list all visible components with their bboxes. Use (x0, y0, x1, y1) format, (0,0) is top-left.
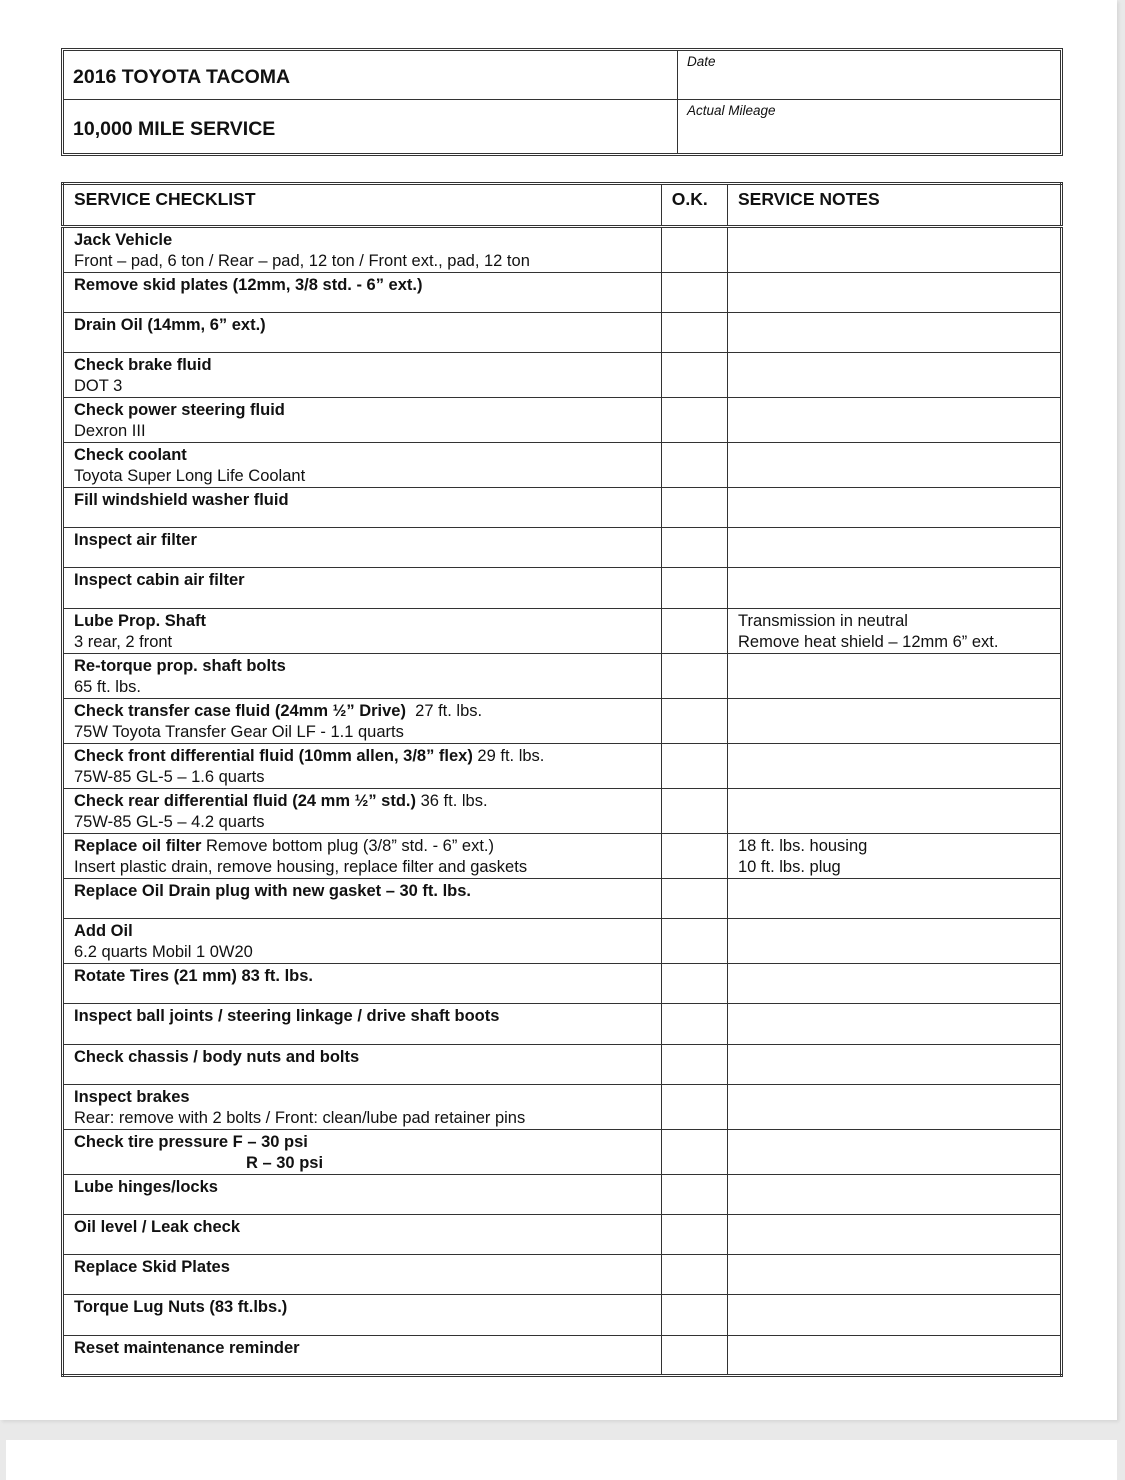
item-title-text: Fill windshield washer fluid (74, 491, 289, 509)
checklist-item-detail: 65 ft. lbs. (74, 678, 141, 696)
ok-checkbox-cell[interactable] (661, 654, 727, 699)
checklist-item-cell (63, 744, 662, 789)
table-row (63, 1045, 1062, 1085)
service-notes-cell[interactable] (727, 568, 1061, 609)
checklist-item-cell (63, 1255, 662, 1295)
service-notes-cell[interactable] (727, 1175, 1061, 1215)
checklist-item-title (74, 921, 651, 942)
item-title-text: Reset maintenance reminder (74, 1339, 300, 1357)
service-notes-cell[interactable] (727, 609, 1061, 654)
service-notes-cell[interactable] (727, 654, 1061, 699)
item-title-text: Rotate Tires (21 mm) 83 ft. lbs. (74, 967, 314, 985)
checklist-item-title (74, 1177, 651, 1198)
checklist-item-cell (63, 834, 662, 879)
checklist-item-title (74, 611, 651, 632)
table-row (63, 919, 1062, 964)
checklist-item-cell (63, 443, 662, 488)
item-title-text: Inspect ball joints / steering linkage / drive shaft boots (74, 1007, 500, 1025)
item-title-text: Inspect brakes (74, 1088, 190, 1106)
table-row (63, 568, 1062, 609)
item-title-text: Check tire pressure F – 30 psi (74, 1133, 308, 1151)
item-title-text: Check rear differential fluid (24 mm ½” std.) (74, 792, 417, 810)
table-row (63, 1004, 1062, 1045)
ok-checkbox-cell[interactable] (661, 1175, 727, 1215)
next-page-edge (6, 1440, 1117, 1480)
checklist-item-title (74, 1087, 651, 1108)
checklist-item-title (74, 490, 651, 511)
ok-checkbox-cell[interactable] (661, 568, 727, 609)
checklist-item-detail: Rear: remove with 2 bolts / Front: clean/lube pad retainer pins (74, 1109, 526, 1127)
table-row (63, 1215, 1062, 1255)
checklist-item-detail: 75W-85 GL-5 – 4.2 quarts (74, 813, 265, 831)
ok-checkbox-cell[interactable] (661, 488, 727, 528)
ok-checkbox-cell[interactable] (661, 398, 727, 443)
item-title-text: Drain Oil (14mm, 6” ext.) (74, 316, 266, 334)
item-title-text: Add Oil (74, 922, 133, 940)
item-title-text: Replace oil filter (74, 837, 202, 855)
item-title-text: Check coolant (74, 446, 187, 464)
table-row (63, 1295, 1062, 1336)
service-note-text: 18 ft. lbs. housing (737, 837, 868, 855)
checklist-item-detail: Dexron III (74, 422, 146, 440)
vehicle-title-cell (64, 51, 678, 100)
item-title-text: Check transfer case fluid (24mm ½” Drive) (74, 702, 406, 720)
checklist-item-cell (63, 609, 662, 654)
table-row (63, 744, 1062, 789)
table-row (63, 353, 1062, 398)
header-box (61, 48, 1063, 156)
table-row (63, 699, 1062, 744)
service-notes-cell[interactable] (727, 919, 1061, 964)
service-notes-cell[interactable] (727, 488, 1061, 528)
ok-checkbox-cell[interactable] (661, 789, 727, 834)
checklist-item-title (74, 1257, 651, 1278)
ok-checkbox-cell[interactable] (661, 879, 727, 919)
item-title-text: Check brake fluid (74, 356, 212, 374)
checklist-item-cell (63, 1175, 662, 1215)
ok-checkbox-cell[interactable] (661, 528, 727, 568)
item-title-text: Lube hinges/locks (74, 1178, 218, 1196)
checklist-item-title (74, 1047, 651, 1068)
checklist-item-title (74, 530, 651, 551)
checklist-item-title-line2: R – 30 psi (246, 1154, 324, 1172)
checklist-item-detail: Front – pad, 6 ton / Rear – pad, 12 ton / Front ext., pad, 12 ton (74, 252, 530, 270)
checklist-item-title (74, 1217, 651, 1238)
service-notes-cell[interactable] (727, 1004, 1061, 1045)
service-title-cell (64, 100, 678, 153)
ok-checkbox-cell[interactable] (661, 1336, 727, 1376)
table-row (63, 273, 1062, 313)
service-notes-cell[interactable] (727, 1085, 1061, 1130)
table-row (63, 443, 1062, 488)
checklist-item-cell (63, 227, 662, 273)
service-notes-cell[interactable] (727, 1215, 1061, 1255)
ok-checkbox-cell[interactable] (661, 1045, 727, 1085)
checklist-item-cell (63, 528, 662, 568)
checklist-item-cell (63, 488, 662, 528)
checklist-item-title (74, 400, 651, 421)
checklist-item-title (74, 746, 651, 767)
checklist-item-cell (63, 398, 662, 443)
column-header-checklist: SERVICE CHECKLIST (63, 184, 662, 227)
checklist-item-title (74, 701, 651, 722)
service-note-text: Remove heat shield – 12mm 6” ext. (737, 633, 999, 651)
ok-checkbox-cell[interactable] (661, 273, 727, 313)
item-title-text: Remove skid plates (12mm, 3/8 std. - 6” ext.) (74, 276, 423, 294)
service-notes-cell[interactable] (727, 1295, 1061, 1336)
checklist-item-cell (63, 1045, 662, 1085)
table-row (63, 654, 1062, 699)
service-notes-cell[interactable] (727, 353, 1061, 398)
checklist-item-title (74, 1006, 651, 1027)
checklist-item-cell (63, 919, 662, 964)
ok-checkbox-cell[interactable] (661, 1215, 727, 1255)
table-row (63, 834, 1062, 879)
service-note-text: Transmission in neutral (737, 612, 908, 630)
service-notes-cell[interactable] (727, 273, 1061, 313)
checklist-item-cell (63, 273, 662, 313)
item-title-text: Inspect cabin air filter (74, 571, 245, 589)
checklist-item-cell (63, 1336, 662, 1376)
item-title-extra: 36 ft. lbs. (416, 792, 488, 810)
table-header-row (63, 184, 1062, 227)
table-row (63, 313, 1062, 353)
ok-checkbox-cell[interactable] (661, 699, 727, 744)
item-title-text: Check front differential fluid (10mm allen, 3/8” flex) (74, 747, 473, 765)
ok-checkbox-cell[interactable] (661, 353, 727, 398)
checklist-item-title (74, 881, 651, 902)
item-title-text: Oil level / Leak check (74, 1218, 241, 1236)
checklist-item-detail: 6.2 quarts Mobil 1 0W20 (74, 943, 253, 961)
table-row (63, 789, 1062, 834)
ok-checkbox-cell[interactable] (661, 919, 727, 964)
checklist-item-title (74, 836, 651, 857)
mileage-field[interactable] (678, 100, 1060, 153)
checklist-item-cell (63, 699, 662, 744)
ok-checkbox-cell[interactable] (661, 964, 727, 1004)
checklist-item-title (74, 791, 651, 812)
date-label: Date (687, 54, 716, 69)
checklist-item-title (74, 1132, 651, 1153)
checklist-item-title (74, 445, 651, 466)
ok-checkbox-cell[interactable] (661, 834, 727, 879)
checklist-item-detail: Toyota Super Long Life Coolant (74, 467, 306, 485)
checklist-item-cell (63, 789, 662, 834)
checklist-item-title (74, 966, 651, 987)
item-title-text: Check chassis / body nuts and bolts (74, 1048, 360, 1066)
service-notes-cell[interactable] (727, 879, 1061, 919)
ok-checkbox-cell[interactable] (661, 1004, 727, 1045)
item-title-text: Check power steering fluid (74, 401, 285, 419)
item-title-text: Torque Lug Nuts (83 ft.lbs.) (74, 1298, 288, 1316)
checklist-item-title (74, 1338, 651, 1359)
table-row (63, 488, 1062, 528)
service-note-text: 10 ft. lbs. plug (737, 858, 841, 876)
checklist-item-cell (63, 1130, 662, 1175)
date-field[interactable] (678, 51, 1060, 100)
service-notes-cell[interactable] (727, 443, 1061, 488)
checklist-item-detail: 75W Toyota Transfer Gear Oil LF - 1.1 quarts (74, 723, 404, 741)
service-notes-cell[interactable] (727, 1255, 1061, 1295)
table-row (63, 398, 1062, 443)
table-row (63, 609, 1062, 654)
service-checklist-table (61, 182, 1063, 1377)
checklist-item-detail: 75W-85 GL-5 – 1.6 quarts (74, 768, 265, 786)
item-title-text: Inspect air filter (74, 531, 197, 549)
checklist-item-detail: 3 rear, 2 front (74, 633, 173, 651)
checklist-item-cell (63, 568, 662, 609)
checklist-item-title (74, 656, 651, 677)
checklist-item-title (74, 570, 651, 591)
checklist-item-cell (63, 1004, 662, 1045)
checklist-item-title (74, 315, 651, 336)
table-row (63, 1085, 1062, 1130)
item-title-extra: 29 ft. lbs. (472, 747, 545, 765)
ok-checkbox-cell[interactable] (661, 1130, 727, 1175)
checklist-item-detail: DOT 3 (74, 377, 123, 395)
item-title-text: Re-torque prop. shaft bolts (74, 657, 286, 675)
item-title-extra: Remove bottom plug (3/8” std. - 6” ext.) (201, 837, 494, 855)
table-row (63, 1336, 1062, 1376)
checklist-item-cell (63, 1295, 662, 1336)
table-row (63, 1130, 1062, 1175)
checklist-item-cell (63, 313, 662, 353)
ok-checkbox-cell[interactable] (661, 313, 727, 353)
checklist-item-title (74, 1297, 651, 1318)
checklist-item-title (74, 230, 651, 251)
column-header-ok: O.K. (661, 184, 727, 227)
checklist-item-cell (63, 964, 662, 1004)
checklist-item-cell (63, 879, 662, 919)
checklist-item-cell (63, 654, 662, 699)
checklist-body (63, 227, 1062, 1376)
checklist-item-cell (63, 353, 662, 398)
service-notes-cell[interactable] (727, 699, 1061, 744)
service-notes-cell[interactable] (727, 313, 1061, 353)
service-notes-cell[interactable] (727, 528, 1061, 568)
checklist-item-cell (63, 1085, 662, 1130)
checklist-item-title (74, 355, 651, 376)
checklist-item-title (74, 275, 651, 296)
table-row (63, 1255, 1062, 1295)
service-notes-cell[interactable] (727, 1336, 1061, 1376)
item-title-text: Replace Oil Drain plug with new gasket – 30 ft. lbs. (74, 882, 472, 900)
table-row (63, 528, 1062, 568)
ok-checkbox-cell[interactable] (661, 227, 727, 273)
service-notes-cell[interactable] (727, 964, 1061, 1004)
service-notes-cell[interactable] (727, 398, 1061, 443)
ok-checkbox-cell[interactable] (661, 443, 727, 488)
mileage-label: Actual Mileage (687, 103, 776, 118)
table-row (63, 964, 1062, 1004)
ok-checkbox-cell[interactable] (661, 609, 727, 654)
item-title-text: Lube Prop. Shaft (74, 612, 206, 630)
item-title-text: Jack Vehicle (74, 231, 173, 249)
service-notes-cell[interactable] (727, 1130, 1061, 1175)
service-title: 10,000 MILE SERVICE (73, 118, 276, 140)
table-row (63, 879, 1062, 919)
vehicle-title: 2016 TOYOTA TACOMA (73, 66, 291, 88)
ok-checkbox-cell[interactable] (661, 1255, 727, 1295)
service-notes-cell[interactable] (727, 744, 1061, 789)
service-notes-cell[interactable] (727, 1045, 1061, 1085)
table-row (63, 1175, 1062, 1215)
table-row (63, 227, 1062, 273)
service-notes-cell[interactable] (727, 227, 1061, 273)
item-title-text: Replace Skid Plates (74, 1258, 230, 1276)
ok-checkbox-cell[interactable] (661, 1085, 727, 1130)
ok-checkbox-cell[interactable] (661, 744, 727, 789)
service-notes-cell[interactable] (727, 789, 1061, 834)
checklist-item-cell (63, 1215, 662, 1255)
service-notes-cell[interactable] (727, 834, 1061, 879)
column-header-notes: SERVICE NOTES (727, 184, 1061, 227)
ok-checkbox-cell[interactable] (661, 1295, 727, 1336)
item-title-extra: 27 ft. lbs. (405, 702, 483, 720)
checklist-item-detail: Insert plastic drain, remove housing, replace filter and gaskets (74, 858, 528, 876)
